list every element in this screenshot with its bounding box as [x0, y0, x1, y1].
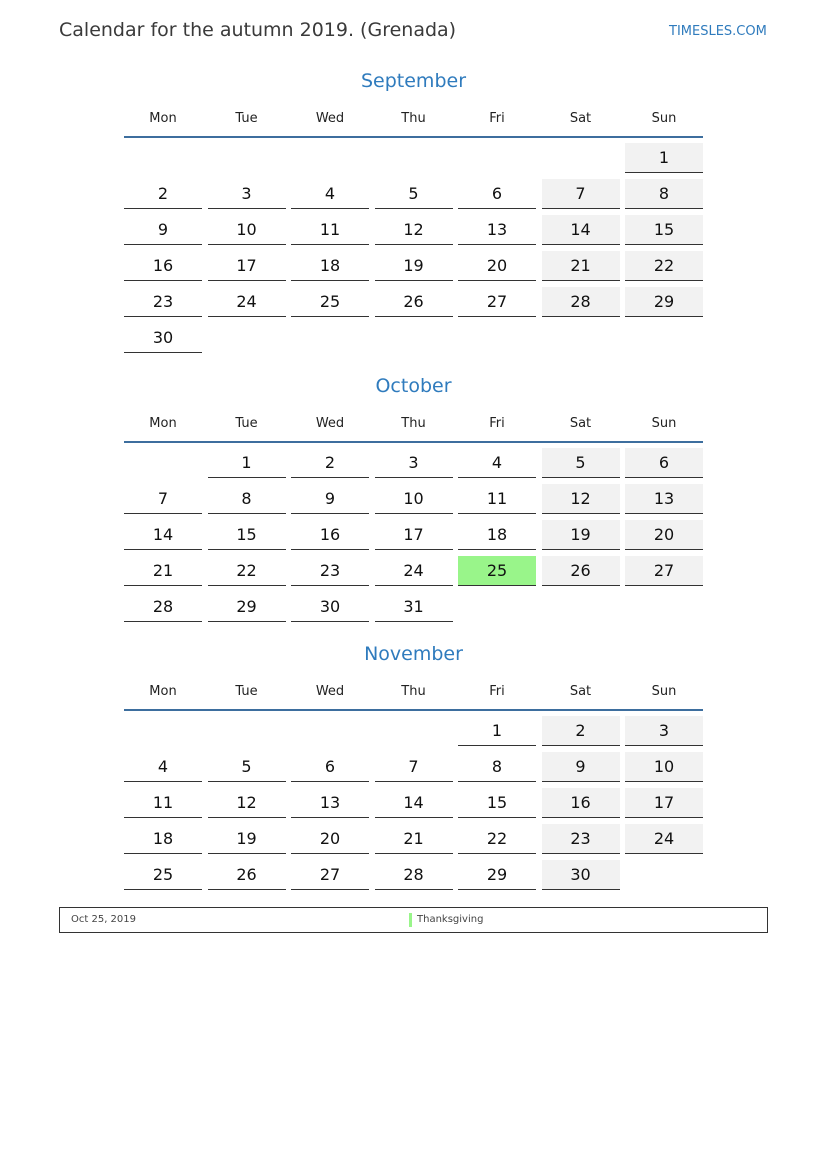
weekday-header: Tue [235, 416, 258, 431]
day-cell: 19 [542, 520, 620, 550]
day-cell: 21 [542, 251, 620, 281]
day-cell: 5 [208, 752, 286, 782]
day-cell: 31 [375, 592, 453, 622]
day-cell: 15 [458, 788, 536, 818]
weekday-header: Mon [149, 684, 177, 699]
day-cell: 22 [458, 824, 536, 854]
day-cell: 22 [625, 251, 703, 281]
day-cell: 4 [458, 448, 536, 478]
weekday-header: Thu [401, 684, 426, 699]
day-cell: 8 [208, 484, 286, 514]
weekday-header: Wed [315, 684, 345, 699]
day-cell: 2 [124, 179, 202, 209]
day-cell: 30 [542, 860, 620, 890]
day-cell: 25 [458, 556, 536, 586]
weekday-header: Tue [235, 684, 258, 699]
day-cell: 22 [208, 556, 286, 586]
header-rule [124, 709, 703, 711]
day-cell: 15 [625, 215, 703, 245]
weekday-header: Sat [569, 416, 592, 431]
month-october [124, 375, 703, 645]
day-cell: 6 [625, 448, 703, 478]
day-cell: 8 [625, 179, 703, 209]
day-cell: 10 [208, 215, 286, 245]
day-cell: 9 [291, 484, 369, 514]
day-cell: 28 [542, 287, 620, 317]
day-cell: 14 [542, 215, 620, 245]
day-cell: 7 [375, 752, 453, 782]
day-cell: 5 [542, 448, 620, 478]
day-cell: 9 [124, 215, 202, 245]
header-rule [124, 136, 703, 138]
day-cell: 1 [625, 143, 703, 173]
legend-color-swatch [409, 913, 412, 927]
day-cell: 26 [542, 556, 620, 586]
day-cell: 26 [208, 860, 286, 890]
day-cell: 3 [208, 179, 286, 209]
weekday-header: Mon [149, 111, 177, 126]
site-link[interactable]: TIMESLES.COM [669, 24, 767, 39]
day-cell: 24 [625, 824, 703, 854]
day-cell: 13 [291, 788, 369, 818]
day-cell: 14 [124, 520, 202, 550]
weekday-header: Mon [149, 416, 177, 431]
day-cell: 30 [124, 323, 202, 353]
day-cell: 10 [375, 484, 453, 514]
day-cell: 20 [291, 824, 369, 854]
day-cell: 12 [375, 215, 453, 245]
day-cell: 6 [291, 752, 369, 782]
day-cell: 23 [542, 824, 620, 854]
day-cell: 16 [124, 251, 202, 281]
day-cell: 28 [375, 860, 453, 890]
day-cell: 11 [124, 788, 202, 818]
weekday-header: Sun [651, 111, 677, 126]
day-cell: 5 [375, 179, 453, 209]
day-cell: 6 [458, 179, 536, 209]
day-cell: 2 [291, 448, 369, 478]
day-cell: 13 [458, 215, 536, 245]
weekday-header: Fri [489, 416, 505, 431]
day-cell: 21 [124, 556, 202, 586]
weekday-header: Fri [489, 111, 505, 126]
day-cell: 19 [375, 251, 453, 281]
day-cell: 9 [542, 752, 620, 782]
weekday-header: Wed [315, 416, 345, 431]
day-cell: 20 [458, 251, 536, 281]
page-title: Calendar for the autumn 2019. (Grenada) [59, 19, 457, 41]
day-cell: 29 [208, 592, 286, 622]
day-cell: 15 [208, 520, 286, 550]
weekday-header: Sat [569, 111, 592, 126]
day-cell: 14 [375, 788, 453, 818]
day-cell: 23 [291, 556, 369, 586]
day-cell: 27 [458, 287, 536, 317]
day-cell: 17 [375, 520, 453, 550]
day-cell: 1 [208, 448, 286, 478]
month-title: September [360, 70, 467, 92]
day-cell: 10 [625, 752, 703, 782]
legend-date: Oct 25, 2019 [71, 914, 136, 925]
day-cell: 25 [124, 860, 202, 890]
day-cell: 18 [291, 251, 369, 281]
day-cell: 4 [291, 179, 369, 209]
day-cell: 2 [542, 716, 620, 746]
day-cell: 24 [375, 556, 453, 586]
day-cell: 16 [542, 788, 620, 818]
month-november [124, 643, 703, 913]
weekday-header: Tue [235, 111, 258, 126]
day-cell: 29 [458, 860, 536, 890]
day-cell: 28 [124, 592, 202, 622]
month-title: October [375, 375, 452, 397]
day-cell: 25 [291, 287, 369, 317]
day-cell: 12 [542, 484, 620, 514]
weekday-header: Thu [401, 111, 426, 126]
day-cell: 27 [625, 556, 703, 586]
day-cell: 17 [208, 251, 286, 281]
day-cell: 11 [458, 484, 536, 514]
day-cell: 17 [625, 788, 703, 818]
day-cell: 29 [625, 287, 703, 317]
day-cell: 24 [208, 287, 286, 317]
day-cell: 3 [625, 716, 703, 746]
day-cell: 11 [291, 215, 369, 245]
header-rule [124, 441, 703, 443]
holiday-legend [59, 907, 768, 933]
day-cell: 21 [375, 824, 453, 854]
day-cell: 20 [625, 520, 703, 550]
month-title: November [364, 643, 463, 665]
day-cell: 19 [208, 824, 286, 854]
weekday-header: Thu [401, 416, 426, 431]
day-cell: 7 [542, 179, 620, 209]
day-cell: 18 [458, 520, 536, 550]
weekday-header: Fri [489, 684, 505, 699]
day-cell: 4 [124, 752, 202, 782]
day-cell: 18 [124, 824, 202, 854]
day-cell: 1 [458, 716, 536, 746]
day-cell: 8 [458, 752, 536, 782]
day-cell: 13 [625, 484, 703, 514]
weekday-header: Sun [651, 684, 677, 699]
day-cell: 30 [291, 592, 369, 622]
day-cell: 3 [375, 448, 453, 478]
day-cell: 16 [291, 520, 369, 550]
month-september [124, 70, 703, 347]
day-cell: 12 [208, 788, 286, 818]
day-cell: 7 [124, 484, 202, 514]
weekday-header: Sun [651, 416, 677, 431]
day-cell: 26 [375, 287, 453, 317]
weekday-header: Wed [315, 111, 345, 126]
legend-holiday-name: Thanksgiving [417, 914, 484, 925]
day-cell: 23 [124, 287, 202, 317]
weekday-header: Sat [569, 684, 592, 699]
day-cell: 27 [291, 860, 369, 890]
